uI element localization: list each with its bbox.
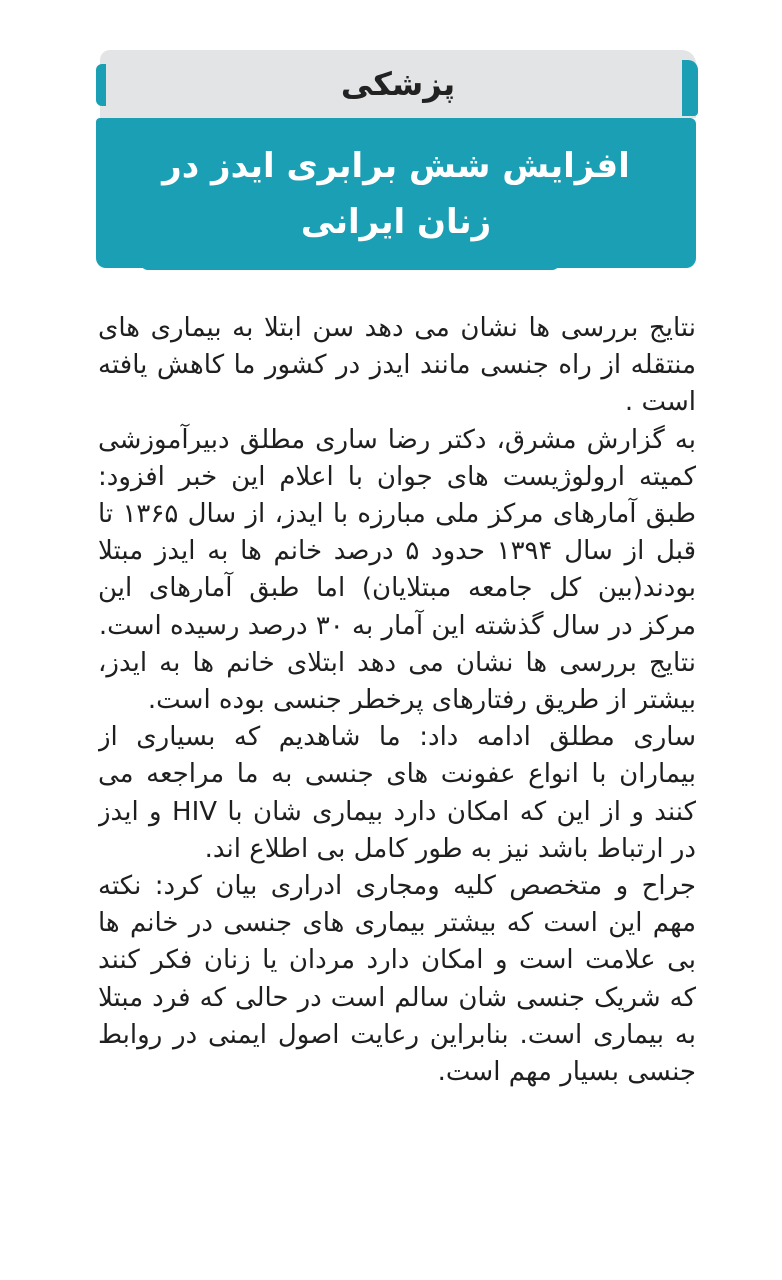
article-paragraph: نتایج بررسی ها نشان می دهد ابتلای خانم ها به ایدز، بیشتر از طریق رفتارهای پرخطر جنسی بوده است. — [98, 647, 696, 716]
headline-line-1: افزایش شش برابری ایدز در — [162, 146, 630, 186]
article-paragraph: جراح و متخصص کلیه ومجاری ادراری بیان کرد: نکته مهم این است که بیشتر بیماری های جنسی در خانم ها بی علامت است و امکان دارد مردان یا زنان فکر کنند که شریک جنسی شان سالم است در حالی که فرد مبتلا به بیماری است. بنابراین رعایت اصول ایمنی در روابط جنسی بسیار مهم است. — [98, 871, 696, 1088]
headline — [116, 138, 676, 250]
category-band — [100, 50, 696, 118]
article-body — [98, 310, 696, 1220]
brush-stroke-decoration — [682, 60, 698, 116]
headline-banner — [96, 118, 696, 268]
article-paragraph: ساری مطلق ادامه داد: ما شاهدیم که بسیاری از بیماران با انواع عفونت های جنسی به ما مراجعه می کنند و از این که امکان دارد بیماری شان با HIV و ایدز در ارتباط باشد نیز به طور کامل بی اطلاع اند. — [98, 722, 696, 864]
category-label: پزشکی — [340, 65, 456, 103]
article-paragraph: نتایج بررسی ها نشان می دهد سن ابتلا به بیماری های منتقله از راه جنسی مانند ایدز در کشور ما کاهش یافته است . — [98, 313, 696, 418]
headline-line-2: زنان ایرانی — [300, 202, 492, 242]
brush-stroke-decoration — [96, 64, 106, 106]
article-paragraph: به گزارش مشرق، دکتر رضا ساری مطلق دبیرآموزشی کمیته ارولوژیست های جوان با اعلام این خبر افزود: طبق آمارهای مرکز ملی مبارزه با ایدز، از سال ۱۳۶۵ تا قبل از سال ۱۳۹۴ حدود ۵ درصد خانم ها به ایدز مبتلا بودند(بین کل جامعه مبتلایان) اما طبق آمارهای این مرکز در سال گذشته این آمار به ۳۰ درصد رسیده است. — [98, 424, 696, 641]
